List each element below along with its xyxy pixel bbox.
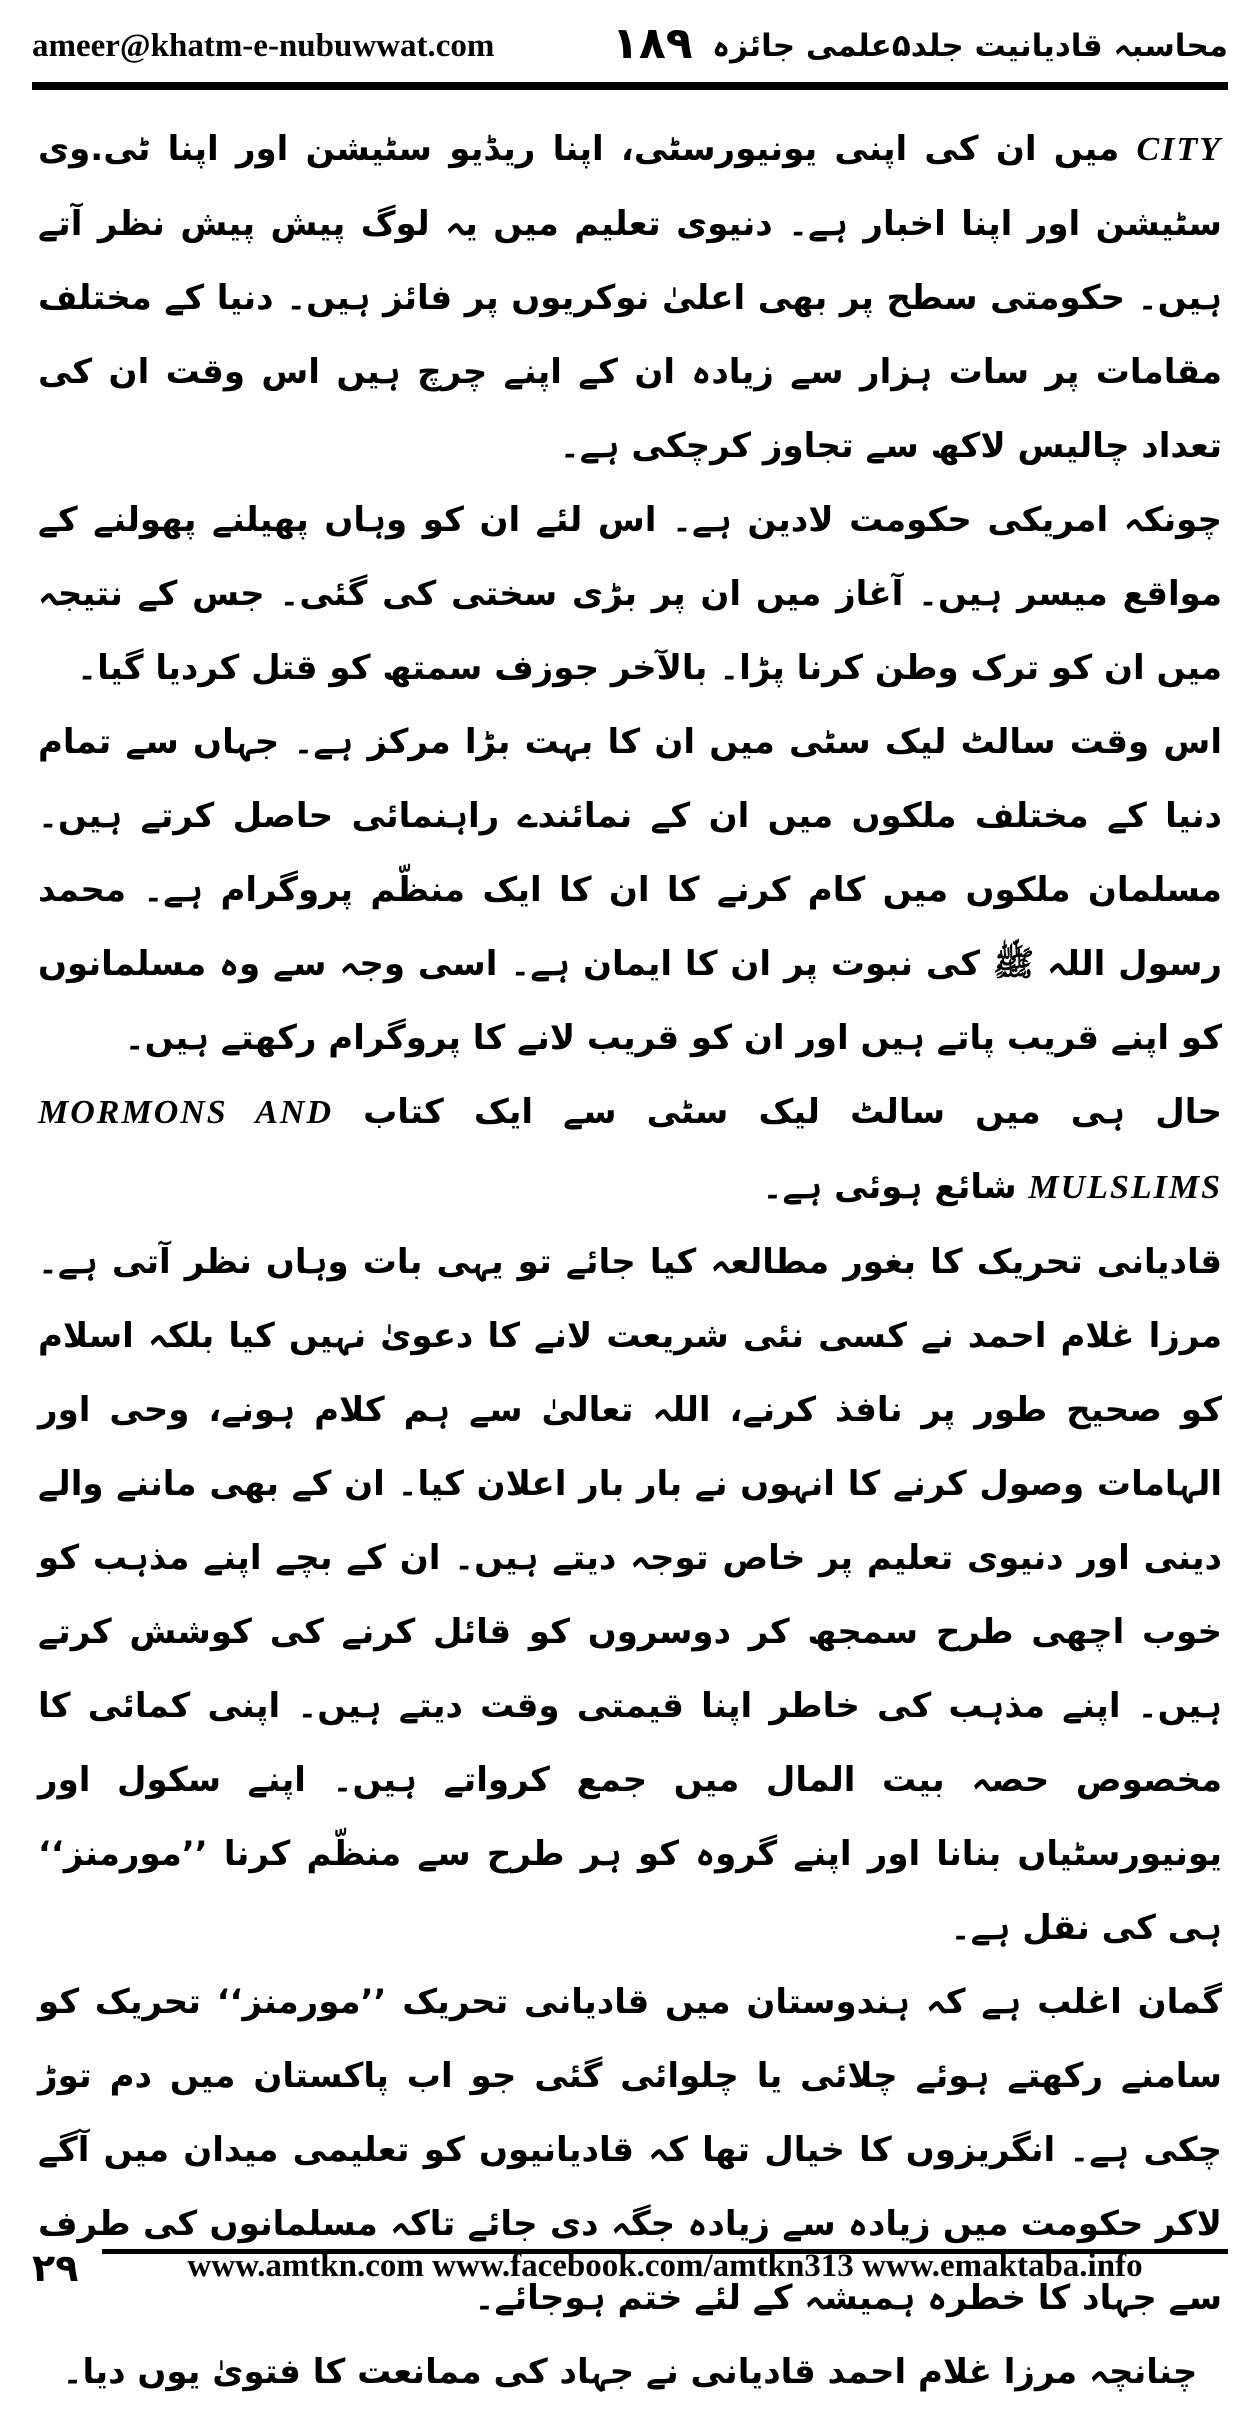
paragraph-1 (38, 112, 1222, 483)
header-page-number: ۱۸۹ (612, 18, 693, 69)
paragraph-7: چنانچہ مرزا غلام احمد قادیانی نے جہاد کی ممانعت کا فتویٰ یوں دیا۔ (62, 2352, 1198, 2392)
page-footer (32, 2244, 1228, 2292)
latin-book-title-b: MULSLIMS (1028, 1169, 1222, 1206)
paragraph-2: چونکہ امریکی حکومت لادین ہے۔ اس لئے ان کو وہاں پھیلنے پھولنے کے مواقع میسر ہیں۔ آغاز میں ان پر بڑی سختی کی گئی۔ جس کے نتیجہ میں ان کو ترک وطن کرنا پڑا۔ بالآخر جوزف سمتھ کو قتل کردیا گیا۔ (38, 500, 1222, 688)
footer-page-number: ۲۹ (32, 2246, 79, 2290)
paragraph-4-text-c: شائع ہوئی ہے۔ (762, 1167, 1029, 1207)
header-book-title: محاسبہ قادیانیت جلد۵علمی جائزہ (712, 28, 1228, 64)
header-rule (32, 82, 1228, 90)
paragraph-5: قادیانی تحریک کا بغور مطالعہ کیا جائے تو یہی بات وہاں نظر آتی ہے۔ مرزا غلام احمد نے کسی نئی شریعت لانے کا دعویٰ نہیں کیا بلکہ اسلام کو صحیح طور پر نافذ کرنے، اللہ تعالیٰ سے ہم کلام ہونے، وحی اور الہامات وصول کرنے کا انہوں نے بار بار اعلان کیا۔ ان کے بھی ماننے والے دینی اور دنیوی تعلیم پر خاص توجہ دیتے ہیں۔ ان کے بچے اپنے مذہب کو خوب اچھی طرح سمجھ کر دوسروں کو قائل کرنے کی کوشش کرتے ہیں۔ اپنے مذہب کی خاطر اپنا قیمتی وقت دیتے ہیں۔ اپنی کمائی کا مخصوص حصہ بیت المال میں جمع کرواتے ہیں۔ اپنے سکول اور یونیورسٹیاں بنانا اور اپنے گروہ کو ہر طرح سے منظّم کرنا ’’مورمنز‘‘ ہی کی نقل ہے۔ (38, 1242, 1222, 1948)
footer-links: www.amtkn.com www.facebook.com/amtkn313 www.emaktaba.info (187, 2248, 1143, 2284)
paragraph-1-text: میں ان کی اپنی یونیورسٹی، اپنا ریڈیو سٹیشن اور اپنا ٹی.وی سٹیشن اور اپنا اخبار ہے۔ دنیوی تعلیم میں یہ لوگ پیش پیش نظر آتے ہیں۔ حکومتی سطح پر بھی اعلیٰ نوکریوں پر فائز ہیں۔ دنیا کے مختلف مقامات پر سات ہزار سے زیادہ ان کے اپنے چرچ ہیں اس وقت ان کی تعداد چالیس لاکھ سے تجاوز کرچکی ہے۔ (38, 129, 1222, 466)
latin-city: CITY (1136, 131, 1222, 168)
page-body (38, 112, 1222, 2409)
paragraph-4-text-a: حال ہی میں سالٹ لیک سٹی سے ایک کتاب (333, 1092, 1222, 1132)
latin-book-title-a: MORMONS AND (38, 1094, 334, 1131)
paragraph-6: گمان اغلب ہے کہ ہندوستان میں قادیانی تحریک ’’مورمنز‘‘ تحریک کو سامنے رکھتے ہوئے چلائی یا چلوائی گئی جو اب پاکستان میں دم توڑ چکی ہے۔ انگریزوں کا خیال تھا کہ قادیانیوں کو تعلیمی میدان میں آگے لاکر حکومت میں زیادہ سے زیادہ جگہ دی جائے تاکہ مسلمانوں کی طرف سے جہاد کا خطرہ ہمیشہ کے لئے ختم ہوجائے۔ (38, 1982, 1222, 2318)
header-email: ameer@khatm-e-nubuwwat.com (32, 27, 495, 64)
paragraph-3: اس وقت سالٹ لیک سٹی میں ان کا بہت بڑا مرکز ہے۔ جہاں سے تمام دنیا کے مختلف ملکوں میں ان کے نمائندے راہنمائی حاصل کرتے ہیں۔ مسلمان ملکوں میں کام کرنے کا ان کا ایک منظّم پروگرام ہے۔ محمد رسول اللہ ﷺ کی نبوت پر ان کا ایمان ہے۔ اسی وجہ سے وہ مسلمانوں کو اپنے قریب پاتے ہیں اور ان کو قریب لانے کا پروگرام رکھتے ہیں۔ (38, 722, 1222, 1058)
paragraph-4 (38, 1075, 1222, 1225)
page-header (32, 18, 1228, 74)
